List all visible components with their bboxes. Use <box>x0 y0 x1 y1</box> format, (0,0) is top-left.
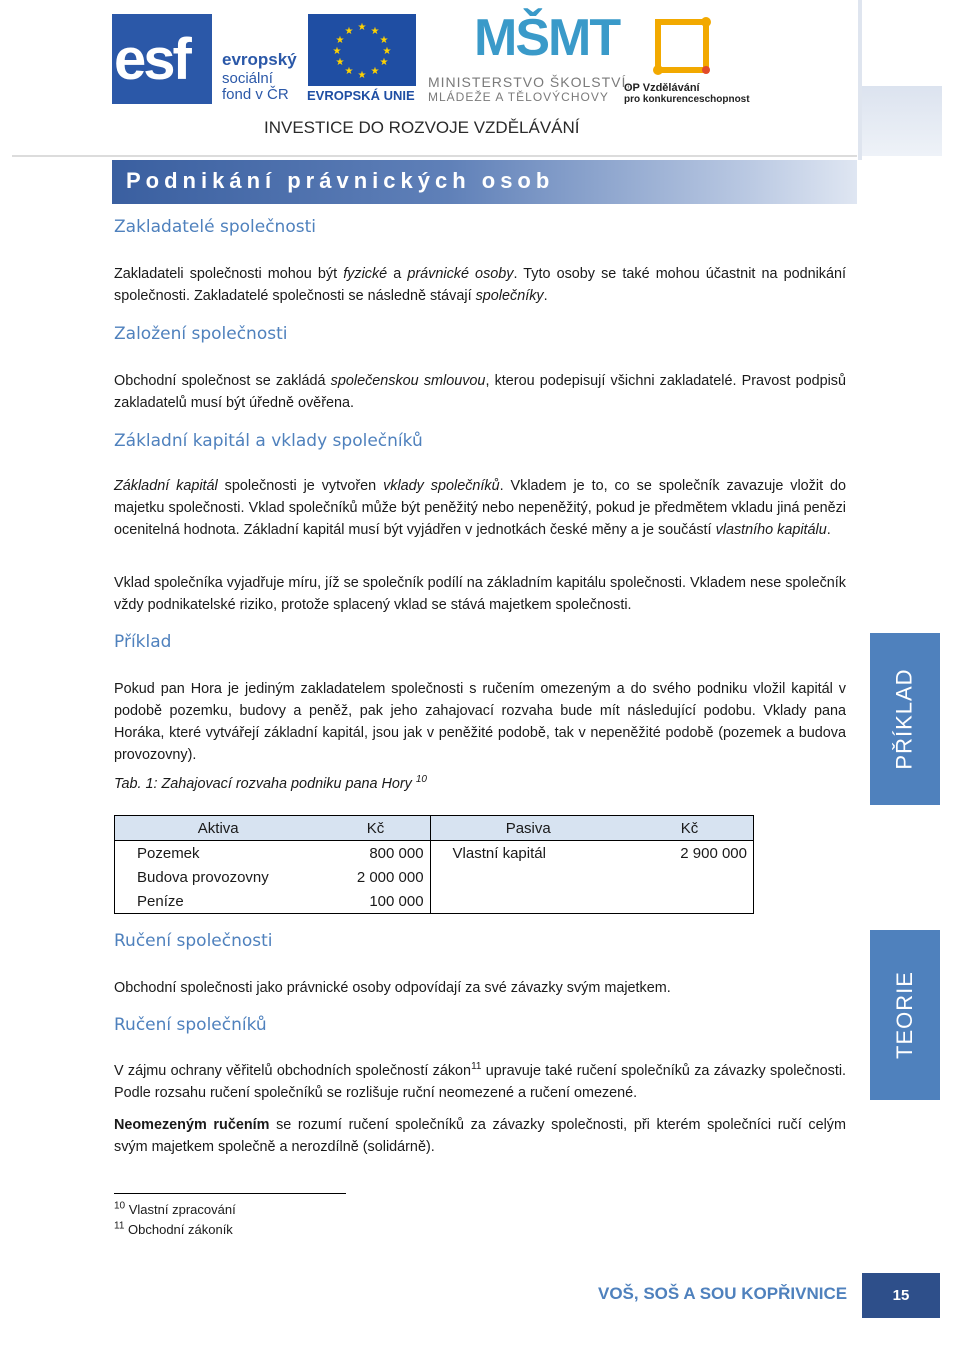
side-tab-priklad: PŘÍKLAD <box>870 633 940 805</box>
eu-logo-label: EVROPSKÁ UNIE <box>307 88 415 103</box>
svg-text:★: ★ <box>357 70 367 81</box>
table-cell: Pozemek <box>137 844 200 862</box>
header-divider <box>12 155 857 157</box>
svg-text:★: ★ <box>379 57 389 68</box>
investice-banner: INVESTICE DO ROZVOJE VZDĚLÁVÁNÍ <box>264 118 580 137</box>
svg-text:★: ★ <box>344 26 354 37</box>
page-title: Podnikání právnických osob <box>126 168 555 193</box>
esf-logo-line: fond v ČR <box>222 86 289 103</box>
paragraph-kapital: Základní kapitál společnosti je vytvořen vklady společníků. Vkladem je to, co se společník zavazuje vložit do majetku společnosti. Vklad společníků může být peněžitý nebo nepeněžitý, pokud je předmětem vkladu jiná penězi ocenitelná hodnota. Základní kapitál musí být vyjádřen v jednotkách české měny a je součástí vlastního kapitálu. <box>114 478 847 538</box>
page-number: 15 <box>892 1287 910 1304</box>
paragraph-zalozeni: Obchodní společnost se zakládá společenskou smlouvou, kterou podepisují všichni zakladatelé. Pravost podpisů zakladatelů musí být úředně ověřena. <box>114 373 847 411</box>
svg-text:★: ★ <box>344 66 354 77</box>
svg-text:★: ★ <box>382 46 392 57</box>
paragraph-vklad: Vklad společníka vyjadřuje míru, jíž se společník podílí na základním kapitálu společnosti. Vkladem nese společník vždy podnikatelské riziko, protože splacený vklad se stává majetkem společnosti. <box>114 575 846 613</box>
table-cell <box>430 889 626 914</box>
table-header-row <box>115 816 754 841</box>
paragraph-zakladatele: Zakladateli společnosti mohou být fyzické a právnické osoby. Tyto osoby se také mohou účastnit na podnikání společnosti. Zakladatelé společnosti se následně stávají společníky. <box>114 266 846 304</box>
paragraph-ruceni-spolecniku: V zájmu ochrany věřitelů obchodních společností zákon$^{11}$ upravuje také ručení společníků za závazky společnosti. Podle rozsahu ručení společníků se rozlišuje ruční neomezené a ručení omezené. <box>114 1061 847 1101</box>
table-header-cell: Kč <box>321 816 430 841</box>
table-header-cell: Aktiva <box>115 816 322 841</box>
section-heading-ruceni-spolecniku: Ručení společníků <box>114 1015 267 1035</box>
eu-flag-logo <box>308 14 416 86</box>
table-cell: Vlastní kapitál <box>452 844 546 862</box>
table-cell: 800 000 <box>321 841 430 866</box>
svg-text:★: ★ <box>332 46 342 57</box>
esf-logo-line: sociální <box>222 70 273 87</box>
msmt-logo-mark: MŠMT <box>474 9 620 67</box>
op-logo-icon <box>644 8 720 84</box>
paragraph-neomezene-ruceni: Neomezeným ručením se rozumí ručení společníků za závazky společnosti, při kterém společníci ručí celým svým majetkem společně a nerozdílně (solidárně). <box>114 1117 846 1155</box>
table-cell: 2 000 000 <box>321 865 430 889</box>
section-heading-ruceni-spolecnosti: Ručení společnosti <box>114 931 273 951</box>
table-header-cell: Kč <box>626 816 754 841</box>
table-row <box>115 889 754 914</box>
section-heading-zakladatele: Zakladatelé společnosti <box>114 217 316 237</box>
footnote-divider <box>114 1193 346 1194</box>
svg-text:★: ★ <box>335 35 345 46</box>
side-tab-teorie: TEORIE <box>870 930 940 1100</box>
table-cell <box>626 889 754 914</box>
table-cell <box>430 865 626 889</box>
table-header-cell: Pasiva <box>430 816 626 841</box>
esf-logo-line: evropský <box>222 50 297 69</box>
table-row <box>115 841 754 866</box>
footnote: $^{11}$ Obchodní zákoník <box>114 1220 233 1237</box>
svg-text:★: ★ <box>335 57 345 68</box>
paragraph-priklad: Pokud pan Hora je jediným zakladatelem společnosti s ručením omezeným a do svého podniku vložil kapitál v podobě pozemku, budovy a peněž, pak jeho zahajovací rozvaha bude mít následující podobu. Vklady pana Horáka, které vytvářejí základní kapitál, jsou jak v peněžité podobě, tak v nepeněžité podobě (pozemek a budova provozovny). <box>114 681 846 763</box>
table-row <box>115 865 754 889</box>
table-cell: Budova provozovny <box>137 868 269 886</box>
table-cell: 100 000 <box>321 889 430 914</box>
paragraph-ruceni-spolecnosti: Obchodní společnosti jako právnické osoby odpovídají za své závazky svým majetkem. <box>114 980 671 996</box>
msmt-logo-line: MLÁDEŽE A TĚLOVÝCHOVY <box>428 90 609 104</box>
svg-text:★: ★ <box>357 22 367 33</box>
svg-text:★: ★ <box>379 35 389 46</box>
msmt-logo-line: MINISTERSTVO ŠKOLSTVÍ, <box>428 74 632 90</box>
corner-decoration <box>862 86 942 156</box>
footnote: $^{10}$ Vlastní zpracování <box>114 1200 236 1217</box>
page-number-box <box>862 1273 940 1318</box>
table-cell: 2 900 000 <box>680 844 747 862</box>
section-heading-priklad: Příklad <box>114 632 172 652</box>
svg-text:★: ★ <box>370 26 380 37</box>
table-caption: Tab. 1: Zahajovací rozvaha podniku pana Hory $^{10}$ <box>114 774 427 792</box>
balance-table <box>114 815 754 914</box>
op-logo-line: OP Vzdělávání <box>624 82 700 94</box>
section-heading-kapital: Základní kapitál a vklady společníků <box>114 431 423 451</box>
svg-text:★: ★ <box>370 66 380 77</box>
table-cell <box>626 865 754 889</box>
section-heading-zalozeni: Založení společnosti <box>114 324 288 344</box>
footer-school-name: VOŠ, SOŠ A SOU KOPŘIVNICE <box>598 1284 848 1303</box>
op-logo-line: pro konkurenceschopnost <box>624 94 750 105</box>
table-cell: Peníze <box>137 892 184 910</box>
esf-logo-mark: esf <box>114 27 189 92</box>
